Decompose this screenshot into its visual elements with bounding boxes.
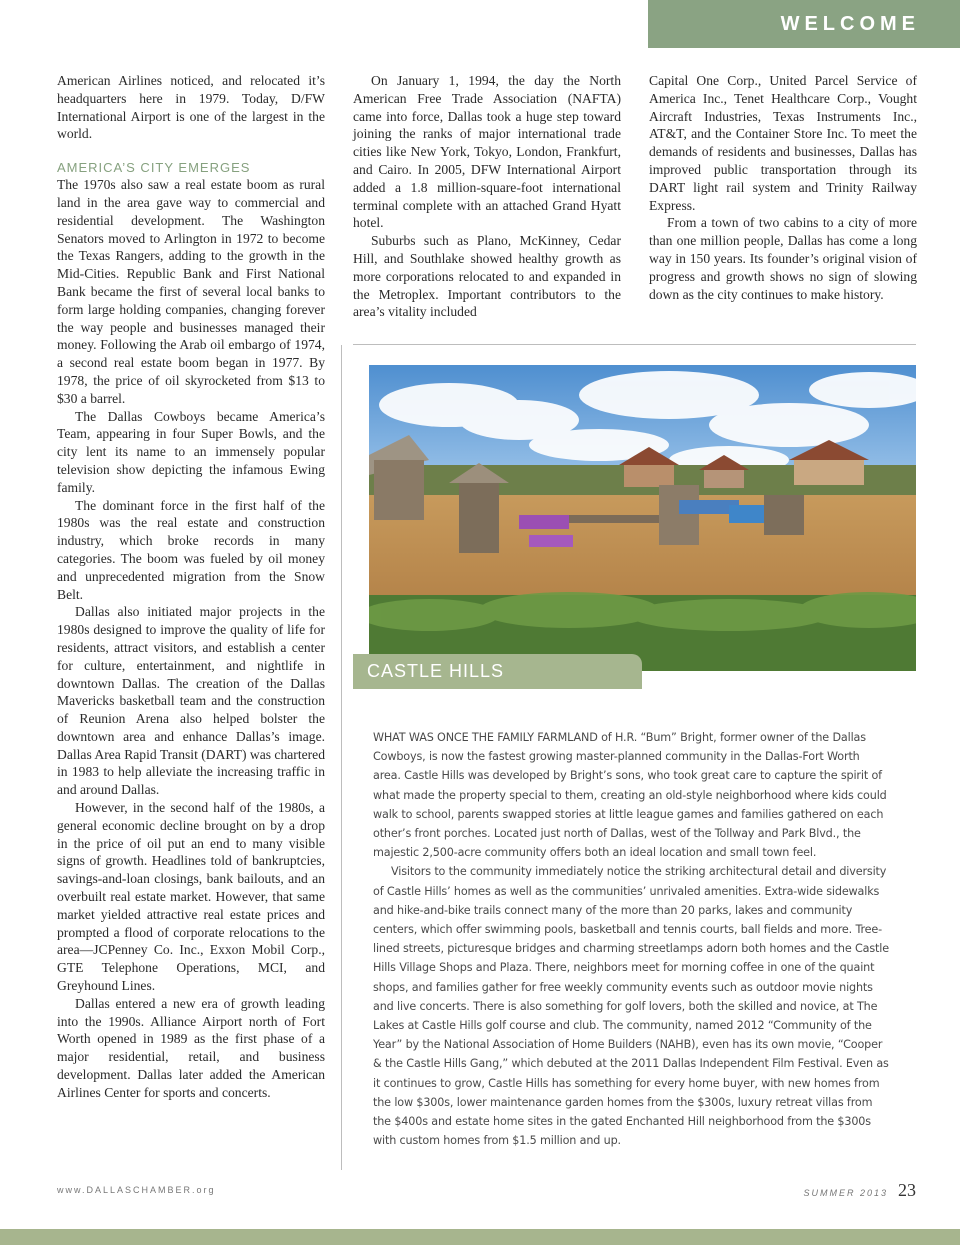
section-label: WELCOME bbox=[780, 12, 920, 35]
paragraph: Dallas entered a new era of growth leading into the 1990s. Alliance Airport north of Fort Worth opened in 1989 as the first phase of a major residential, retail, and business development. Dallas later added the American Airlines Center for sports and concerts. bbox=[57, 995, 325, 1100]
bottom-accent-bar bbox=[0, 1229, 960, 1245]
playground-photo bbox=[369, 365, 916, 671]
paragraph: Dallas also initiated major projects in the 1980s designed to improve the quality of life for residents, attract visitors, and establish a center for culture, entertainment, and nightlife in downtown Dallas. The creation of the Dallas Mavericks basketball team and the construction of Reunion Arena also helped bolster the downtown area and enhance Dallas’s image. Dallas Area Rapid Transit (DART) was chartered in 1983 to help alleviate the increasing traffic in and around Dallas. bbox=[57, 604, 325, 798]
footer-website: www.DALLASCHAMBER.org bbox=[57, 1185, 216, 1195]
paragraph: The 1970s also saw a real estate boom as rural land in the area gave way to commercial and residential development. The Washington Senators moved to Arlington in 1972 to become the Texas Rangers, adding to the growth in the Mid-Cities. Republic Bank and First National Bank became the first of several local banks to form large holding companies, changing forever the way people and businesses managed their money. Following the Arab oil embargo of 1974, a second real estate boom began in 1977. By 1978, the price of oil skyrocketed from $13 to $30 a barrel. bbox=[57, 177, 325, 406]
paragraph: Visitors to the community immediately notice the striking architectural detail and diversity of Castle Hills’ homes as well as the communities’ unrivaled amenities. Extra-wide sidewalks and hike-and-bike trails connect many of the more than 20 parks, lakes and community centers, which offer swimming pools, basketball and tennis courts, ball fields and more. Tree-lined streets, picturesque bridges and charming streetlamps adorn both homes and the Castle Hills Village Shops and Plaza. There, neighbors meet for morning coffee in one of the quaint shops, and families gather for free weekly community events such as outdoor movie nights and live concerts. There is also something for golf lovers, both the skilled and novice, at The Lakes at Castle Hills golf course and club. The community, named 2012 “Community of the Year” by the National Association of Home Builders (NAHB), even has its own movie, “Cooper & the Castle Hills Gang,” which debuted at the 2011 Dallas Independent Film Festival. Even as it continues to grow, Castle Hills has something for every home buyer, with new homes from the low $300s, lower maintenance garden homes from the $300s, luxury retreat villas from the $400s and estate home sites in the gated Enchanted Hill neighborhood from the $300s with custom homes from $1.5 million and up. bbox=[373, 865, 889, 1148]
playground-illustration bbox=[369, 365, 916, 671]
paragraph: Capital One Corp., United Parcel Service of America Inc., Tenet Healthcare Corp., Vought Aircraft Industries, Texas Instruments Inc., AT&T, and the Container Store Inc. To meet the demands of residents and businesses, Dallas has improved public transportation through its DART light rail system and Trinity Railway Express. bbox=[649, 73, 917, 213]
article-column-2 bbox=[353, 72, 621, 321]
horizontal-divider bbox=[353, 344, 916, 345]
issue-season: SUMMER 2013 bbox=[803, 1188, 888, 1198]
paragraph: American Airlines noticed, and relocated it’s headquarters here in 1979. Today, D/FW International Airport is one of the largest in the world. bbox=[57, 73, 325, 142]
castle-hills-article bbox=[373, 728, 889, 1150]
paragraph: From a town of two cabins to a city of more than one million people, Dallas has come a long way in 150 years. Its founder’s original vision of progress and growth shows no sign of slowing down as the city continues to make history. bbox=[649, 215, 917, 302]
section-banner bbox=[648, 0, 960, 48]
footer-issue-info bbox=[803, 1180, 916, 1201]
paragraph: Suburbs such as Plano, McKinney, Cedar Hill, and Southlake showed healthy growth as more corporations relocated to and expanded in the Metroplex. Important contributors to the area’s vitality included bbox=[353, 233, 621, 320]
column-divider bbox=[341, 345, 342, 1170]
page-number: 23 bbox=[898, 1180, 916, 1200]
tag-label: CASTLE HILLS bbox=[367, 661, 505, 681]
article-column-3 bbox=[649, 72, 917, 303]
paragraph: The Dallas Cowboys became America’s Team, appearing in four Super Bowls, and the city lent its name to an immensely popular television show depicting the infamous Ewing family. bbox=[57, 408, 325, 495]
paragraph: On January 1, 1994, the day the North American Free Trade Association (NAFTA) came into force, Dallas took a huge step toward joining the ranks of major international trade cities like New York, Tokyo, London, Frankfurt, and Cairo. In 2005, DFW International Airport added a 1.8 million-square-foot international terminal complete with an attached Grand Hyatt hotel. bbox=[353, 73, 621, 231]
article-column-1 bbox=[57, 72, 325, 1102]
section-subhead: AMERICA’S CITY EMERGES bbox=[57, 160, 251, 176]
castle-hills-tag bbox=[353, 654, 642, 689]
paragraph: However, in the second half of the 1980s, a general economic decline brought on by a drop in the price of oil put an end to many visible signs of growth. Headlines told of bankruptcies, savings-and-loan closings, bank bailouts, and an overbuilt real estate market. However, that same market yielded attractive real estate prices and prompted a flood of corporate relocations to the area—JCPenney Co. Inc., Exxon Mobil Corp., GTE Telephone Operations, MCI, and Greyhound Lines. bbox=[57, 800, 325, 994]
paragraph: WHAT WAS ONCE THE FAMILY FARMLAND of H.R. “Bum” Bright, former owner of the Dallas Cowboys, is now the fastest growing master-planned community in the Dallas-Fort Worth area. Castle Hills was developed by Bright’s sons, who took great care to capture the spirit of what made the property special to them, creating an old-style neighborhood where kids could walk to school, parents swapped stories at little league games and families gathered on each other’s front porches. Located just north of Dallas, west of the Tollway and Park Blvd., the majestic 2,500-acre community offers both an ideal location and small town feel. bbox=[373, 731, 887, 860]
paragraph: The dominant force in the first half of the 1980s was the real estate and construction industry, which broke records in many categories. The boom was fueled by oil money and unprecedented migration from the Snow Belt. bbox=[57, 497, 325, 602]
